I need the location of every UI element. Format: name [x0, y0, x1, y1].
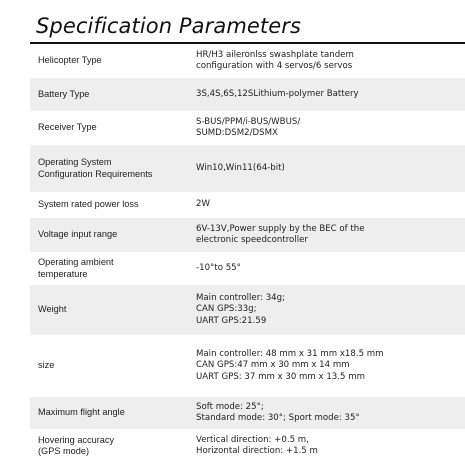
- spec-row-ambient-temperature: [30, 252, 465, 285]
- spec-row-weight: [30, 285, 465, 335]
- spec-label: Operating System Configuration Requirements: [38, 157, 153, 179]
- spec-value: Win10,Win11(64-bit): [196, 162, 285, 173]
- spec-label: size: [38, 360, 55, 371]
- spec-row-helicopter-type: [30, 44, 465, 78]
- spec-value: -10°to 55°: [196, 262, 241, 273]
- spec-label: Voltage input range: [38, 229, 118, 240]
- spec-value: S-BUS/PPM/i-BUS/WBUS/ SUMD:DSM2/DSMX: [196, 116, 301, 138]
- spec-value: Soft mode: 25°; Standard mode: 30°; Sport mode: 35°: [196, 401, 360, 423]
- spec-row-power-loss: [30, 192, 465, 218]
- spec-value: Main controller: 34g; CAN GPS:33g; UART GPS:21.59: [196, 292, 286, 326]
- spec-row-battery-type: [30, 78, 465, 111]
- spec-row-max-flight-angle: [30, 397, 465, 429]
- spec-value: HR/H3 aileronlss swashplate tandem configuration with 4 servos/6 servos: [196, 49, 354, 71]
- spec-label: Battery Type: [38, 88, 90, 99]
- spec-value: 2W: [196, 199, 210, 210]
- spec-row-voltage-input: [30, 218, 465, 252]
- spec-label: Weight: [38, 304, 67, 315]
- spec-label: Maximum flight angle: [38, 407, 125, 418]
- spec-label: Hovering accuracy (GPS mode): [38, 434, 115, 456]
- spec-value: 6V-13V,Power supply by the BEC of the electronic speedcontroller: [196, 223, 365, 245]
- spec-row-os-requirements: [30, 145, 465, 192]
- spec-label: Helicopter Type: [38, 55, 102, 66]
- spec-label: System rated power loss: [38, 199, 139, 210]
- spec-row-hovering-accuracy: [30, 429, 465, 463]
- spec-value: Main controller: 48 mm x 31 mm x18.5 mm CAN GPS:47 mm x 30 mm x 14 mm UART GPS: 37 mm x 30 mm x 13.5 mm: [196, 348, 384, 382]
- spec-table: [30, 44, 465, 463]
- spec-row-receiver-type: [30, 111, 465, 145]
- spec-label: Operating ambient temperature: [38, 257, 114, 279]
- spec-label: Receiver Type: [38, 122, 97, 133]
- spec-value: 3S,4S,6S,12SLithium-polymer Battery: [196, 88, 359, 99]
- spec-row-size: [30, 335, 465, 397]
- page-title: Specification Parameters: [36, 14, 302, 38]
- spec-value: Vertical direction: +0.5 m, Horizontal direction: +1.5 m: [196, 434, 318, 456]
